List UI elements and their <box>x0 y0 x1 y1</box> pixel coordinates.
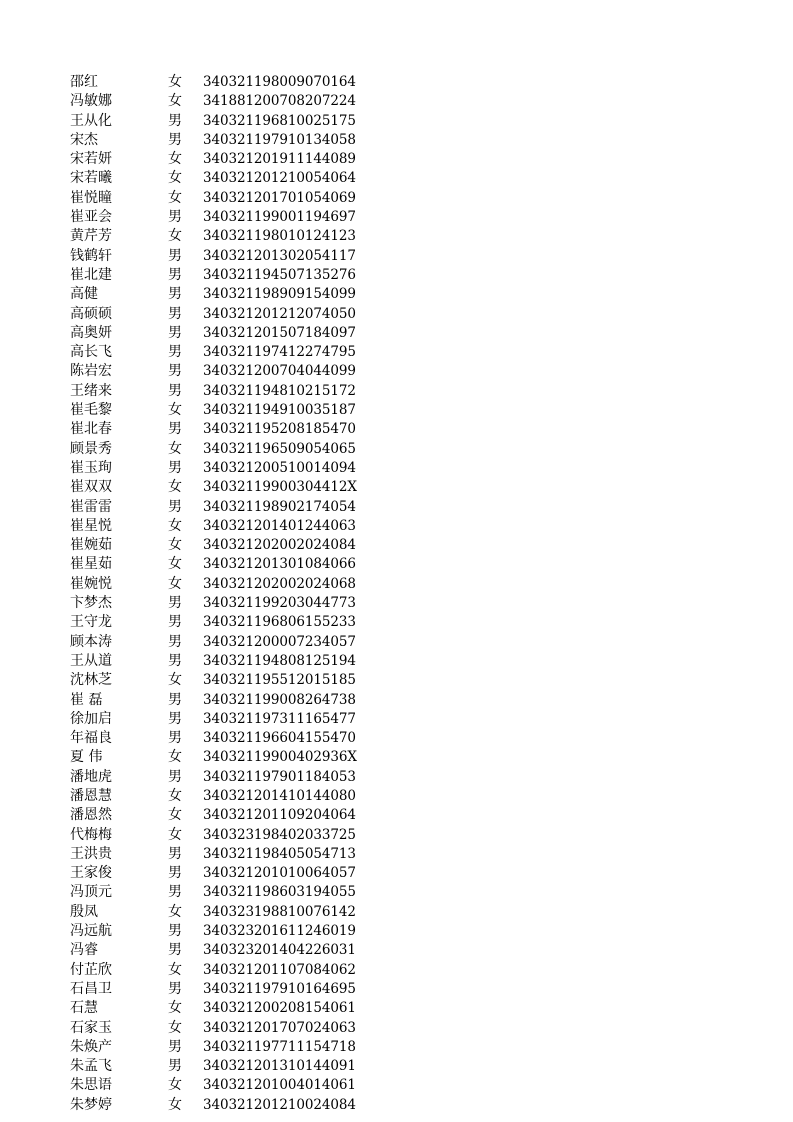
person-name: 石昌卫 <box>70 980 112 997</box>
person-gender: 女 <box>168 402 182 419</box>
person-name: 钱鹤轩 <box>70 247 112 264</box>
person-gender: 男 <box>168 845 182 862</box>
person-id-number: 340321201401244063 <box>203 517 356 534</box>
person-id-number: 340321201701054069 <box>203 189 356 206</box>
person-name: 徐加启 <box>70 710 112 727</box>
person-name: 朱孟飞 <box>70 1058 112 1075</box>
person-name: 付芷欣 <box>70 961 112 978</box>
person-id-number: 340321194910035187 <box>203 402 356 419</box>
person-gender: 女 <box>168 1077 182 1094</box>
person-gender: 男 <box>168 131 182 148</box>
person-gender: 女 <box>168 787 182 804</box>
person-gender: 女 <box>168 575 182 592</box>
person-name: 朱思语 <box>70 1077 112 1094</box>
person-name: 崔婉悦 <box>70 575 112 592</box>
person-gender: 男 <box>168 382 182 399</box>
person-name: 冯顶元 <box>70 884 112 901</box>
person-gender: 女 <box>168 672 182 689</box>
person-id-number: 340321202002024068 <box>203 575 356 592</box>
person-id-number: 340321197711154718 <box>203 1038 356 1055</box>
person-gender: 女 <box>168 961 182 978</box>
person-name: 卞梦杰 <box>70 595 112 612</box>
person-id-number: 341881200708207224 <box>203 93 356 110</box>
person-gender: 男 <box>168 652 182 669</box>
person-name: 顾本涛 <box>70 633 112 650</box>
person-gender: 男 <box>168 324 182 341</box>
person-id-number: 340321199008264738 <box>203 691 356 708</box>
person-id-number: 340321197412274795 <box>203 344 356 361</box>
person-name: 高长飞 <box>70 344 112 361</box>
person-gender: 男 <box>168 344 182 361</box>
person-gender: 男 <box>168 768 182 785</box>
person-name: 殷凤 <box>70 903 98 920</box>
person-id-number: 340321198603194055 <box>203 884 356 901</box>
person-name: 崔北春 <box>70 421 112 438</box>
person-gender: 女 <box>168 74 182 90</box>
person-name: 黄芹芳 <box>70 228 112 245</box>
person-gender: 女 <box>168 1019 182 1036</box>
person-id-number: 340321195512015185 <box>203 672 356 689</box>
person-id-number: 340321201004014061 <box>203 1077 356 1094</box>
person-name: 朱焕产 <box>70 1038 112 1055</box>
person-gender: 男 <box>168 459 182 476</box>
person-id-number: 340321201507184097 <box>203 324 356 341</box>
person-gender: 男 <box>168 363 182 380</box>
person-gender: 女 <box>168 151 182 168</box>
person-id-number: 340321194808125194 <box>203 652 356 669</box>
person-id-number: 340321201109204064 <box>203 807 356 824</box>
person-gender: 女 <box>168 749 182 766</box>
person-gender: 女 <box>168 537 182 554</box>
person-gender: 女 <box>168 228 182 245</box>
person-gender: 女 <box>168 1000 182 1017</box>
person-gender: 女 <box>168 903 182 920</box>
person-gender: 男 <box>168 247 182 264</box>
person-gender: 男 <box>168 305 182 322</box>
person-name: 代梅梅 <box>70 826 112 843</box>
person-id-number: 340321201310144091 <box>203 1058 356 1075</box>
person-name: 崔毛黎 <box>70 402 112 419</box>
person-name: 夏 伟 <box>70 749 103 766</box>
person-gender: 女 <box>168 807 182 824</box>
person-id-number: 340321198405054713 <box>203 845 356 862</box>
person-id-number: 340321196806155233 <box>203 614 356 631</box>
person-name: 宋若妍 <box>70 151 112 168</box>
person-id-number: 340321201911144089 <box>203 151 356 168</box>
person-gender: 男 <box>168 884 182 901</box>
person-id-number: 340321196509054065 <box>203 440 356 457</box>
person-gender: 女 <box>168 440 182 457</box>
person-id-number: 34032119900402936X <box>203 749 357 766</box>
person-name: 邵红 <box>70 74 98 90</box>
person-gender: 男 <box>168 1038 182 1055</box>
person-id-number: 340321198009070164 <box>203 74 356 90</box>
person-name: 石慧 <box>70 1000 98 1017</box>
person-id-number: 340321201707024063 <box>203 1019 356 1036</box>
person-gender: 男 <box>168 691 182 708</box>
person-gender: 男 <box>168 112 182 129</box>
person-id-number: 340321200007234057 <box>203 633 356 650</box>
person-name: 王守龙 <box>70 614 112 631</box>
person-gender: 男 <box>168 633 182 650</box>
person-name: 冯敏娜 <box>70 93 112 110</box>
person-name: 高硕硕 <box>70 305 112 322</box>
person-id-number: 340321198909154099 <box>203 286 356 303</box>
person-gender: 男 <box>168 286 182 303</box>
person-id-number: 340321198010124123 <box>203 228 356 245</box>
person-id-number: 340321201010064057 <box>203 865 356 882</box>
person-id-number: 340321200510014094 <box>203 459 356 476</box>
person-id-number: 340321197910134058 <box>203 131 356 148</box>
person-gender: 男 <box>168 614 182 631</box>
person-id-number: 340323201404226031 <box>203 942 356 959</box>
person-name: 崔亚会 <box>70 209 112 226</box>
person-id-number: 340321194507135276 <box>203 266 356 283</box>
person-id-number: 340321200704044099 <box>203 363 356 380</box>
person-name: 崔悦瞳 <box>70 189 112 206</box>
person-name: 宋杰 <box>70 131 98 148</box>
person-name: 崔婉茹 <box>70 537 112 554</box>
person-id-number: 340321195208185470 <box>203 421 356 438</box>
person-id-number: 340321199203044773 <box>203 595 356 612</box>
person-id-number: 340321197311165477 <box>203 710 356 727</box>
person-id-number: 34032119900304412X <box>203 479 357 496</box>
person-id-number: 340321202002024084 <box>203 537 356 554</box>
person-name: 沈林芝 <box>70 672 112 689</box>
person-name: 年福良 <box>70 730 112 747</box>
person-gender: 男 <box>168 923 182 940</box>
person-id-number: 340321201107084062 <box>203 961 356 978</box>
person-id-number: 340321201301084066 <box>203 556 356 573</box>
person-gender: 男 <box>168 421 182 438</box>
person-name: 冯睿 <box>70 942 98 959</box>
person-name: 崔星悦 <box>70 517 112 534</box>
person-id-number: 340321196810025175 <box>203 112 356 129</box>
person-id-number: 340321200208154061 <box>203 1000 356 1017</box>
person-gender: 男 <box>168 980 182 997</box>
person-id-number: 340321201302054117 <box>203 247 356 264</box>
person-gender: 男 <box>168 942 182 959</box>
person-gender: 女 <box>168 189 182 206</box>
person-name: 冯远航 <box>70 923 112 940</box>
person-id-number: 340321197901184053 <box>203 768 356 785</box>
person-gender: 女 <box>168 1096 182 1113</box>
person-id-number: 340321194810215172 <box>203 382 356 399</box>
person-id-number: 340321201210054064 <box>203 170 356 187</box>
person-id-number: 340323201611246019 <box>203 923 356 940</box>
person-name: 潘恩慧 <box>70 787 112 804</box>
person-id-number: 340321197910164695 <box>203 980 356 997</box>
person-name: 崔雷雷 <box>70 498 112 515</box>
person-name: 崔双双 <box>70 479 112 496</box>
person-name: 王从道 <box>70 652 112 669</box>
person-id-number: 340321201212074050 <box>203 305 356 322</box>
person-gender: 男 <box>168 266 182 283</box>
person-name: 崔 磊 <box>70 691 103 708</box>
person-gender: 女 <box>168 93 182 110</box>
person-gender: 女 <box>168 556 182 573</box>
person-gender: 女 <box>168 826 182 843</box>
person-name: 王家俊 <box>70 865 112 882</box>
person-gender: 男 <box>168 595 182 612</box>
person-id-number: 340321201210024084 <box>203 1096 356 1113</box>
person-name: 顾景秀 <box>70 440 112 457</box>
person-id-number: 340321199001194697 <box>203 209 356 226</box>
person-name: 潘恩然 <box>70 807 112 824</box>
person-name: 高奥妍 <box>70 324 112 341</box>
person-name: 高健 <box>70 286 98 303</box>
person-id-number: 340321201410144080 <box>203 787 356 804</box>
person-gender: 男 <box>168 730 182 747</box>
person-name: 宋若曦 <box>70 170 112 187</box>
person-id-number: 340321198902174054 <box>203 498 356 515</box>
person-gender: 女 <box>168 479 182 496</box>
person-id-number: 340321196604155470 <box>203 730 356 747</box>
person-gender: 男 <box>168 1058 182 1075</box>
person-gender: 女 <box>168 517 182 534</box>
person-gender: 男 <box>168 209 182 226</box>
person-name: 王绪来 <box>70 382 112 399</box>
person-gender: 男 <box>168 710 182 727</box>
person-name: 王从化 <box>70 112 112 129</box>
person-gender: 女 <box>168 170 182 187</box>
person-name: 崔玉珣 <box>70 459 112 476</box>
person-name: 崔星茹 <box>70 556 112 573</box>
person-name: 朱梦婷 <box>70 1096 112 1113</box>
person-name: 王洪贵 <box>70 845 112 862</box>
person-id-number: 340323198402033725 <box>203 826 356 843</box>
person-gender: 男 <box>168 498 182 515</box>
person-name: 石家玉 <box>70 1019 112 1036</box>
person-id-number: 340323198810076142 <box>203 903 356 920</box>
person-gender: 男 <box>168 865 182 882</box>
person-name: 崔北建 <box>70 266 112 283</box>
person-name: 潘地虎 <box>70 768 112 785</box>
person-name: 陈岩宏 <box>70 363 112 380</box>
